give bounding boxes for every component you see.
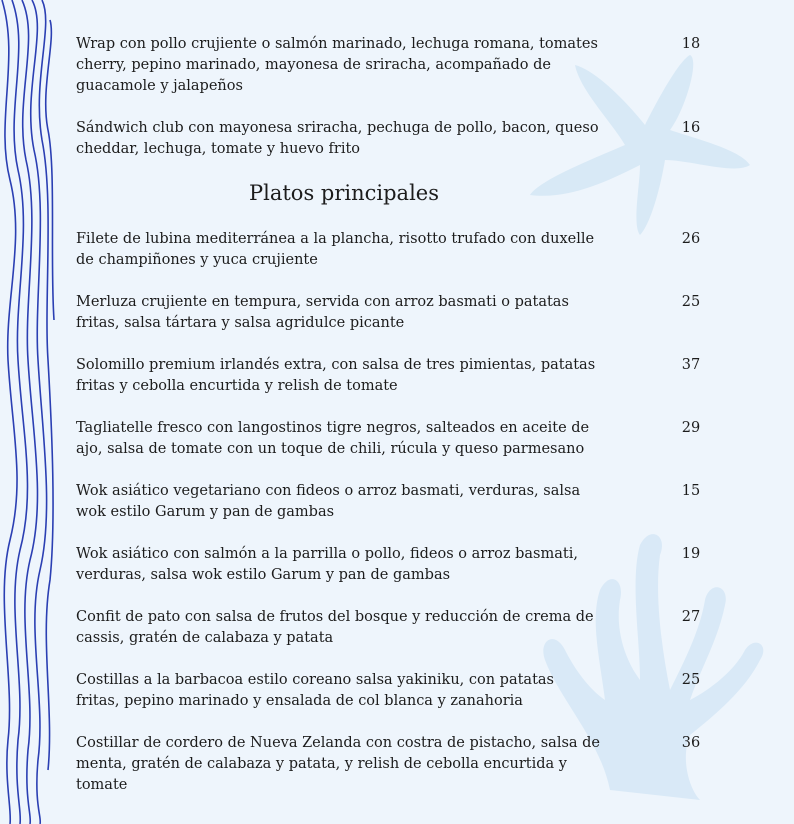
dish-price: 27	[681, 609, 701, 625]
dish-price: 25	[681, 672, 701, 688]
wave-lines-decoration	[0, 0, 56, 824]
dish-description: Filete de lubina mediterránea a la plancha, risotto trufado con duxelle de champiñones y yuca crujiente	[76, 231, 595, 268]
dish-price: 15	[681, 483, 701, 499]
dish-description: Wok asiático con salmón a la parrilla o pollo, fideos o arroz basmati, verduras, salsa wok estilo Garum y pan de gambas	[76, 546, 578, 583]
section-title: Platos principales	[249, 181, 439, 205]
menu-item	[76, 544, 706, 586]
dish-description: Costillar de cordero de Nueva Zelanda con costra de pistacho, salsa de menta, gratén de calabaza y patata, y relish de cebolla encurtida y tomate	[76, 735, 601, 793]
dish-description: Costillas a la barbacoa estilo coreano salsa yakiniku, con patatas fritas, pepino marinado y ensalada de col blanca y zanahoria	[76, 672, 554, 709]
dish-description: Confit de pato con salsa de frutos del bosque y reducción de crema de cassis, gratén de calabaza y patata	[76, 609, 594, 646]
dish-price: 37	[681, 357, 701, 373]
menu-item	[76, 418, 706, 460]
dish-price: 36	[681, 735, 701, 751]
dish-description: Solomillo premium irlandés extra, con salsa de tres pimientas, patatas fritas y cebolla encurtida y relish de tomate	[76, 357, 596, 394]
dish-price: 25	[681, 294, 701, 310]
dish-price: 29	[681, 420, 701, 436]
menu-item	[76, 229, 706, 271]
menu-content	[76, 34, 706, 817]
menu-item	[76, 292, 706, 334]
dish-price: 26	[681, 231, 701, 247]
menu-item	[76, 670, 706, 712]
dish-description: Wrap con pollo crujiente o salmón marinado, lechuga romana, tomates cherry, pepino marinado, mayonesa de sriracha, acompañado de guacamole y jalapeños	[76, 36, 598, 94]
menu-item	[76, 733, 706, 796]
dish-description: Tagliatelle fresco con langostinos tigre negros, salteados en aceite de ajo, salsa de tomate con un toque de chili, rúcula y queso parmesano	[76, 420, 590, 457]
menu-item	[76, 34, 706, 97]
dish-description: Wok asiático vegetariano con fideos o arroz basmati, verduras, salsa wok estilo Garum y pan de gambas	[76, 483, 581, 520]
dish-description: Merluza crujiente en tempura, servida con arroz basmati o patatas fritas, salsa tártara y salsa agridulce picante	[76, 294, 569, 331]
dish-price: 18	[681, 36, 701, 52]
menu-item	[76, 355, 706, 397]
menu-item	[76, 118, 706, 160]
menu-item	[76, 481, 706, 523]
dish-price: 16	[681, 120, 701, 136]
dish-description: Sándwich club con mayonesa sriracha, pechuga de pollo, bacon, queso cheddar, lechuga, tomate y huevo frito	[76, 120, 599, 157]
dish-price: 19	[681, 546, 701, 562]
menu-item	[76, 607, 706, 649]
